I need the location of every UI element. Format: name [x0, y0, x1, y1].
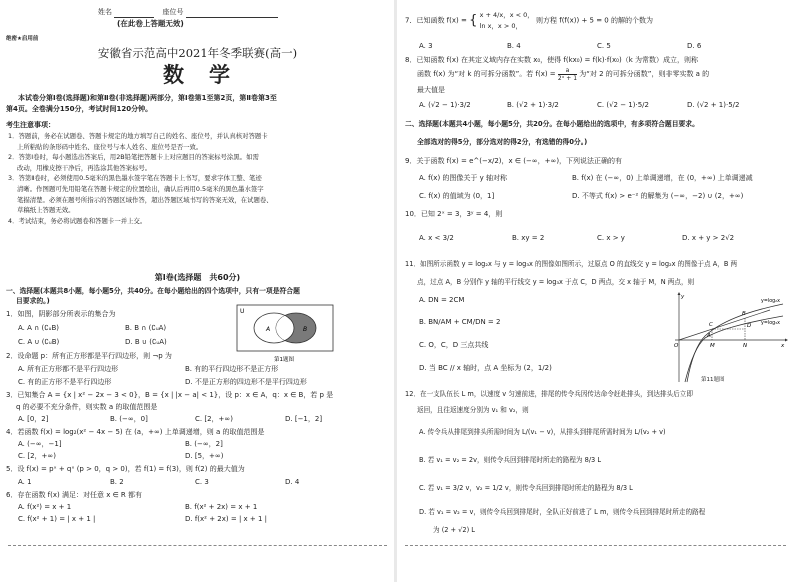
q2-stem: 2．设命题 p：所有正方形都是平行四边形，则 ¬p 为 [6, 352, 172, 360]
q1-stem: 1．如图，阴影部分所表示的集合为 [6, 310, 116, 318]
q1-option-d: D. B ∪ (∁ᵤA) [125, 338, 167, 346]
q11-line-1: 11．如图所示函数 y = log₂x 与 y = log₃x 的图像如图所示，过原点 O 的直线交 y = log₂x 的图像于点 A，B 两 [405, 260, 738, 268]
note-line: 3．答第Ⅱ卷时，必须使用0.5毫米的黑色墨水签字笔在答题卡上书写，要求字体工整、笔迹 [8, 174, 262, 183]
name-blank [114, 8, 154, 18]
name-label: 姓名 [98, 8, 112, 16]
notes-list [8, 131, 388, 226]
student-info-line [98, 8, 278, 18]
q8-fraction [558, 67, 577, 82]
q8-line-3: 最大值是 [417, 86, 445, 94]
note-line: 上所粘贴的条形码中姓名、座位号与本人姓名、座位号是否一致。 [17, 142, 203, 151]
q3-stem-1: 3．已知集合 A = {x | x² − 2x − 3 < 0}，B = {x | |x − a| < 1}，设 p：x ∈ A，q：x ∈ B，若 p 是 [6, 391, 334, 399]
q11-x-arrow [785, 339, 788, 342]
q9-option-d: D. 不等式 f(x) > e⁻² 的解集为 (−∞，−2) ∪ (2，+∞) [572, 192, 744, 200]
q8-line-2a: 函数 f(x) 为“对 k 的可拆分函数”。若 f(x) = [417, 70, 556, 79]
left-bottom-divider [8, 545, 387, 546]
q11-caption: 第11题图 [701, 377, 725, 383]
note-line: 4．考试结束，务必将试题卷和答题卡一并上交。 [8, 216, 147, 225]
exam-title: 安徽省示范高中2021年冬季联赛(高一) [97, 46, 298, 60]
q7-brace: { [469, 12, 478, 28]
q7-option-d: D. 6 [687, 42, 702, 50]
q8-frac-den: 2ˣ + 1 [557, 75, 578, 82]
section1-line-1: 一、选择题(本题共8小题，每小题5分，共40分。在每小题给出的四个选项中，只有一项是符合题 [6, 287, 300, 295]
q7-option-c: C. 5 [597, 42, 611, 50]
q8-option-c: C. (√2 − 1)·5/2 [597, 101, 649, 109]
q6-option-c: C. f(x² + 1) = | x + 1 | [18, 515, 96, 523]
q7-stem-a: 7．已知函数 f(x) = [405, 16, 467, 25]
note-line: 1．答题前，务必在试题卷、答题卡规定的地方填写自己的姓名、座位号，并认真核对答题卡 [8, 132, 268, 140]
note-line: 笔描清楚。必须在题号所指示的答题区域作答，超出答题区域书写的答案无效，在试题卷、 [17, 195, 273, 204]
q8-line-2b: 为“对 2 的可拆分函数”，则非零实数 a 的 [579, 70, 710, 79]
part1-title: 第Ⅰ卷(选择题 共60分) [154, 273, 241, 282]
q11-line-2: 点，过点 A，B 分别作 y 轴的平行线交 y = log₃x 于点 C，D 两点，交 x 轴于 M，N 两点，则 [417, 278, 695, 286]
section2-line-1: 二、选择题(本题共4小题，每小题5分，共20分。在每小题给出的选项中，有多项符合题目要求。 [405, 120, 699, 128]
q12-option-d-2: 为 (2 + √2) L [433, 526, 475, 534]
note-line: 改动，用橡皮擦干净后，再选涂其他答案标号。 [17, 163, 152, 172]
q6-option-a: A. f(x²) = x + 1 [18, 503, 72, 511]
q9-option-b: B. f(x) 在 (−∞，0) 上单调递增，在 (0，+∞) 上单调递减 [572, 174, 753, 182]
q11-curve-log2 [687, 304, 783, 382]
q1-option-c: C. A ∪ (∁ᵤB) [18, 338, 60, 346]
q12-line-1: 12．在一支队伍长 L m，以速度 v 匀速前进，排尾的传令兵因传达命令赶赴排头，到达排头后立即 [405, 390, 693, 398]
q1-option-b: B. B ∩ (∁ᵤA) [125, 324, 167, 332]
venn-u-label: U [240, 308, 245, 315]
q4-option-c: C. [2，+∞) [18, 452, 56, 460]
q11-graph [665, 290, 789, 386]
q2-option-b: B. 有的平行四边形不是正方形 [185, 365, 279, 373]
q6-stem: 6．存在函数 f(x) 满足：对任意 x ∈ R 都有 [6, 491, 142, 499]
q4-option-b: B. (−∞，2] [185, 440, 223, 448]
q11-label-o: O [674, 343, 679, 349]
q9-stem: 9．关于函数 f(x) = e^(−x/2)，x ∈ (−∞，+∞)，下列说法正确的有 [405, 157, 623, 165]
q3-option-d: D. [−1，2] [285, 415, 323, 423]
q11-option-d: D. 当 BC // x 轴时，点 A 坐标为 (2，1/2) [419, 364, 552, 372]
q11-option-b: B. BN/AM + CM/DN = 2 [419, 318, 501, 326]
q3-option-c: C. [2，+∞) [195, 415, 233, 423]
q10-option-b: B. xy = 2 [512, 234, 545, 242]
q10-stem: 10．已知 2ˣ = 3，3ʸ = 4，则 [405, 210, 503, 218]
q7-cases [480, 10, 534, 32]
q3-option-b: B. (−∞，0] [110, 415, 148, 423]
section2-line-2: 全部选对的得5分，部分选对的得2分，有选错的得0分。) [417, 138, 588, 146]
q2-option-c: C. 有的正方形不是平行四边形 [18, 378, 112, 386]
q12-line-2: 返回，且往返速度分别为 v₁ 和 v₂，则 [417, 406, 529, 414]
q9-option-a: A. f(x) 的图像关于 y 轴对称 [419, 174, 508, 182]
q11-label-log3: y=log₃x [761, 321, 780, 326]
q12-option-d-1: D. 若 v₁ = v₂ = v，则传令兵回到排尾时，全队正好前进了 L m，则传令兵回到排尾时所走的路程 [419, 508, 706, 516]
q3-stem-2: q 的必要不充分条件，则实数 a 的取值范围是 [16, 403, 158, 411]
seat-label: 座位号 [162, 8, 184, 16]
venn-a-label: A [266, 326, 271, 333]
q7-stem [405, 10, 653, 32]
q9-option-c: C. f(x) 的值域为 (0，1] [419, 192, 495, 200]
q8-line-1: 8．已知函数 f(x) 在其定义域内存在实数 x₀，使得 f(kx₀) = f(k)·f(x₀)（k 为常数）成立，则称 [405, 56, 698, 64]
note-line: 2．答第Ⅰ卷时，每小题选出答案后，用2B铅笔把答题卡上对应题目的答案标号涂黑。如需 [8, 153, 259, 162]
q5-option-a: A. 1 [18, 478, 32, 486]
q3-option-a: A. [0，2] [18, 415, 49, 423]
q8-line-2 [417, 67, 709, 82]
seat-blank [186, 8, 278, 18]
q11-label-a: A [707, 333, 711, 339]
q8-frac-num: a [558, 67, 577, 75]
q1-option-a: A. A ∩ (∁ᵤB) [18, 324, 60, 332]
q10-option-c: C. x > y [597, 234, 625, 242]
q11-label-x: x [781, 343, 785, 349]
q5-stem: 5．设 f(x) = pˣ + qˣ (p > 0，q > 0)，若 f(1) = f(3)，则 f(2) 的最大值为 [6, 465, 245, 473]
q11-option-a: A. DN = 2CM [419, 296, 465, 304]
q11-label-n: N [743, 343, 748, 349]
no-answer-notice: (在此卷上答题无效) [117, 19, 184, 28]
q5-option-b: B. 2 [110, 478, 124, 486]
q11-label-y: y [681, 294, 685, 300]
q5-option-d: D. 4 [285, 478, 300, 486]
q11-line-ab [679, 310, 770, 340]
q11-option-c: C. O，C，D 三点共线 [419, 341, 489, 349]
note-line: 草稿纸上答题无效。 [17, 206, 75, 215]
intro-line-1: 本试卷分第Ⅰ卷(选择题)和第Ⅱ卷(非选择题)两部分，第Ⅰ卷第1至第2页，第Ⅱ卷第3至 [18, 94, 277, 102]
q12-option-c: C. 若 v₁ = 3/2 v，v₂ = 1/2 v，则传令兵回到排尾时所走的路程为 8/3 L [419, 484, 633, 492]
note-line: 清晰。作图题可先用铅笔在答题卡规定的位置绘出，确认后再用0.5毫米的黑色墨水签字 [17, 184, 264, 193]
subject-title: 数 学 [163, 62, 232, 87]
q11-label-m: M [710, 343, 715, 349]
right-bottom-divider [405, 545, 786, 546]
q7-stem-b: 则方程 f(f(x)) + 5 = 0 的解的个数为 [536, 16, 653, 25]
q7-case-1: x + 4/x，x < 0， [479, 11, 534, 19]
q10-option-d: D. x + y > 2√2 [682, 234, 735, 242]
q7-case-2: ln x，x > 0， [479, 22, 522, 30]
q8-option-b: B. (√2 + 1)·3/2 [507, 101, 559, 109]
q7-option-a: A. 3 [419, 42, 433, 50]
intro-line-2: 第4页。全卷满分150分，考试时间120分钟。 [6, 105, 153, 113]
venn-caption: 第1题图 [274, 357, 294, 363]
venn-b-label: B [303, 326, 308, 333]
q11-label-b: B [742, 311, 746, 317]
section1-line-2: 目要求的。) [16, 297, 50, 305]
q2-option-a: A. 所有正方形都不是平行四边形 [18, 365, 119, 373]
right-page [397, 0, 794, 582]
q4-option-d: D. [5，+∞) [185, 452, 224, 460]
q11-label-log2: y=log₂x [761, 299, 780, 304]
q11-label-d: D [747, 323, 752, 329]
q4-option-a: A. (−∞，−1] [18, 440, 62, 448]
q2-option-d: D. 不是正方形的四边形不是平行四边形 [185, 378, 307, 386]
q5-option-c: C. 3 [195, 478, 209, 486]
q8-option-a: A. (√2 − 1)·3/2 [419, 101, 471, 109]
q6-option-b: B. f(x² + 2x) = x + 1 [185, 503, 258, 511]
q6-option-d: D. f(x² + 2x) = | x + 1 | [185, 515, 268, 523]
q11-label-c: C [709, 322, 713, 328]
left-page [0, 0, 395, 582]
q7-option-b: B. 4 [507, 42, 521, 50]
q12-option-a: A. 传令兵从排尾到排头所需时间为 L/(v₁ − v)，从排头到排尾所需时间为 L/(v₂ + v) [419, 428, 666, 436]
q10-option-a: A. x < 3/2 [419, 234, 454, 242]
secret-mark: 绝密★启用前 [6, 36, 39, 42]
q12-option-b: B. 若 v₁ = v₂ = 2v，则传令兵回到排尾时所走的路程为 8/3 L [419, 456, 602, 464]
q8-option-d: D. (√2 + 1)·5/2 [687, 101, 740, 109]
q4-stem: 4．若函数 f(x) = log₂(x² − 4x − 5) 在 (a，+∞) 上单调递增，则 a 的取值范围是 [6, 428, 265, 436]
notes-title: 考生注意事项： [6, 121, 55, 129]
